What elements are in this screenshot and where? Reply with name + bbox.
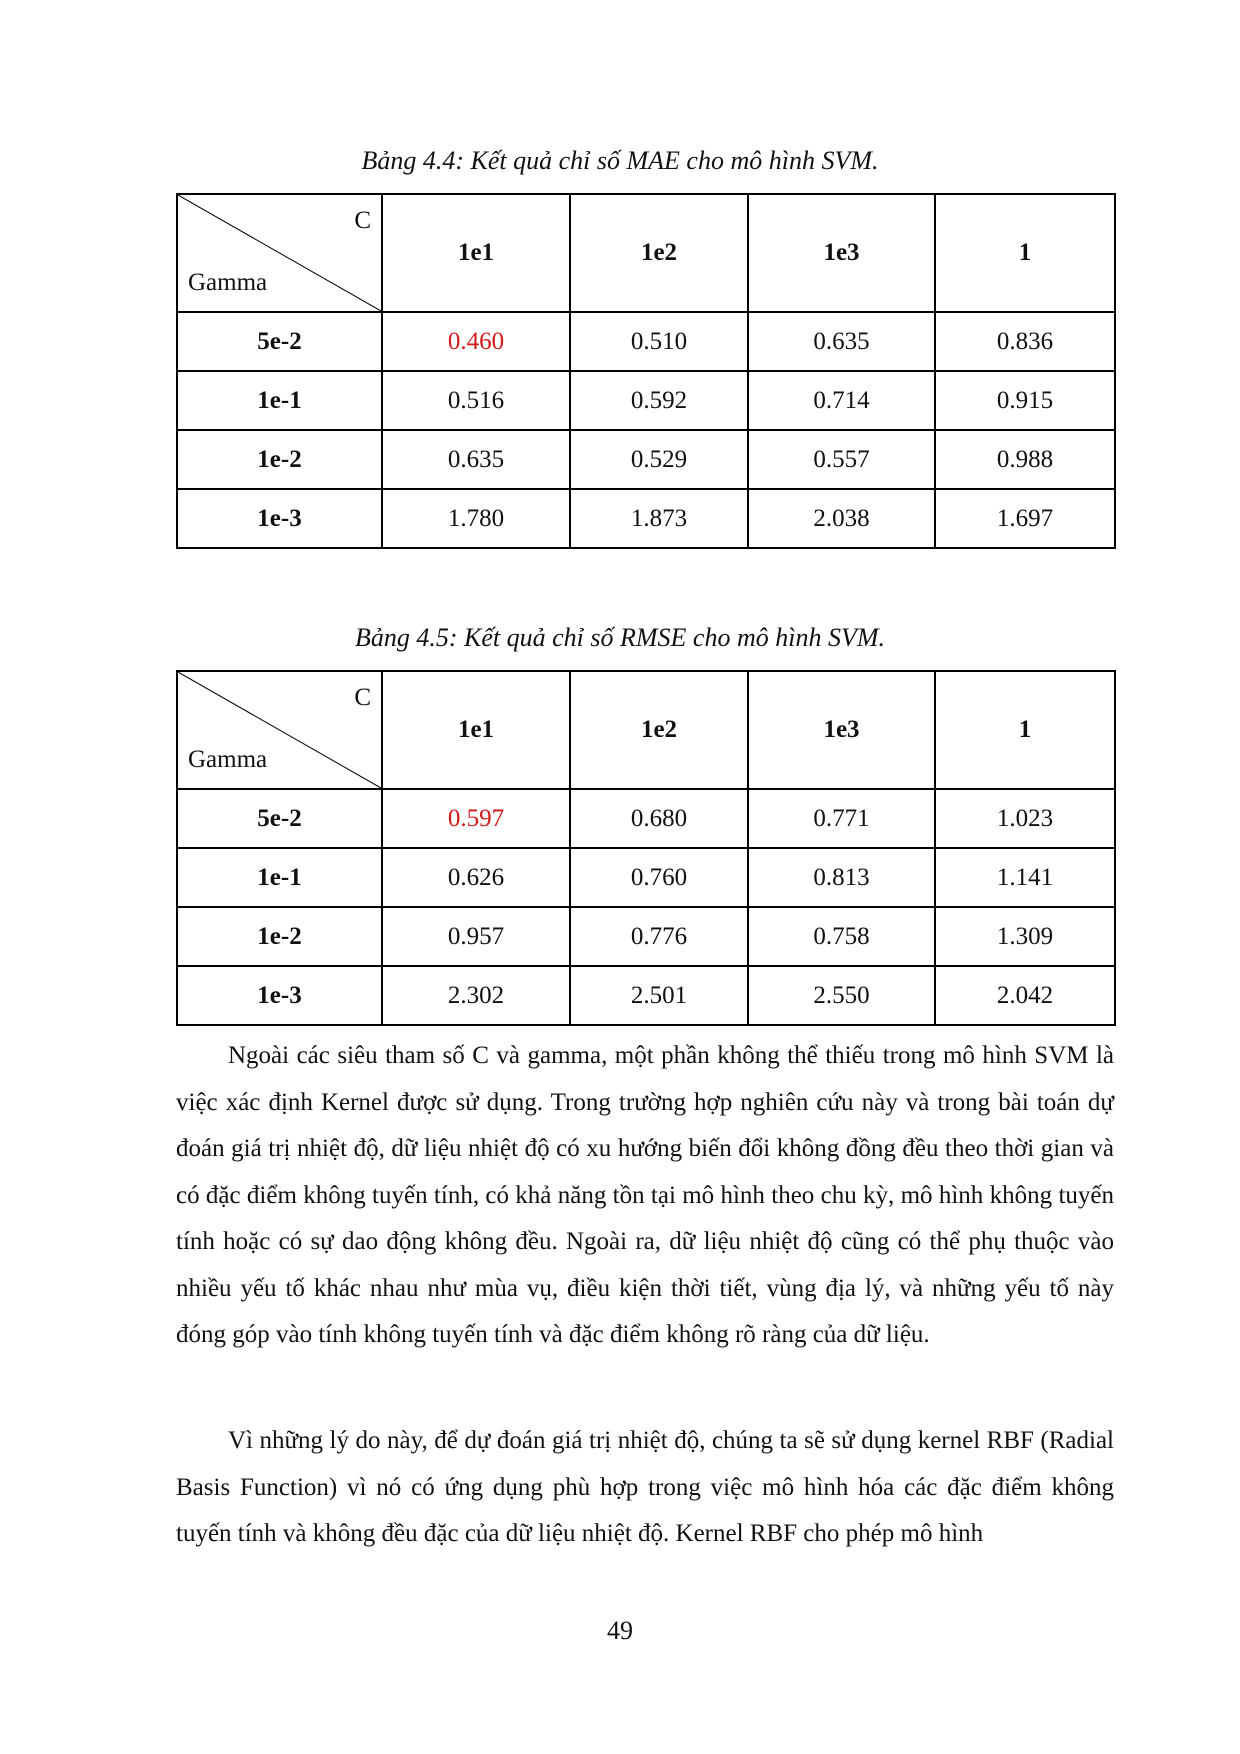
row-header: 1e-1	[177, 371, 382, 430]
table-cell: 1.023	[935, 789, 1115, 848]
table-cell: 0.836	[935, 312, 1115, 371]
table-cell: 0.592	[570, 371, 748, 430]
body-paragraph-rbf: Vì những lý do này, để dự đoán giá trị nhiệt độ, chúng ta sẽ sử dụng kernel RBF (Radial Basis Function) vì nó có ứng dụng phù hợp trong việc mô hình hóa các đặc điểm không tuyến tính và không đều đặc của dữ liệu nhiệt độ. Kernel RBF cho phép mô hình	[176, 1427, 1114, 1547]
table-header-row	[177, 671, 1115, 789]
table-row	[177, 789, 1115, 848]
table-cell: 0.988	[935, 430, 1115, 489]
table-row	[177, 430, 1115, 489]
table-row	[177, 371, 1115, 430]
table-cell-best: 0.460	[382, 312, 570, 371]
table-cell: 2.550	[748, 966, 935, 1025]
table-cell: 0.915	[935, 371, 1115, 430]
corner-cell	[177, 671, 382, 789]
table-cell: 0.635	[748, 312, 935, 371]
table-cell: 0.776	[570, 907, 748, 966]
table-cell: 0.957	[382, 907, 570, 966]
row-header: 1e-3	[177, 489, 382, 548]
row-header: 1e-1	[177, 848, 382, 907]
table-cell: 0.714	[748, 371, 935, 430]
table-4-4-caption: Bảng 4.4: Kết quả chỉ số MAE cho mô hình SVM.	[361, 146, 879, 175]
table-cell: 0.771	[748, 789, 935, 848]
table-header-row	[177, 194, 1115, 312]
table-row	[177, 848, 1115, 907]
table-cell: 2.038	[748, 489, 935, 548]
column-axis-label: C	[354, 684, 371, 711]
mae-table	[176, 193, 1116, 549]
table-cell: 1.780	[382, 489, 570, 548]
row-axis-label: Gamma	[188, 269, 268, 296]
table-cell-best: 0.597	[382, 789, 570, 848]
table-row	[177, 966, 1115, 1025]
row-header: 5e-2	[177, 789, 382, 848]
table-cell: 0.635	[382, 430, 570, 489]
column-header: 1e3	[748, 671, 935, 789]
row-header: 1e-2	[177, 430, 382, 489]
table-cell: 0.813	[748, 848, 935, 907]
table-cell: 2.302	[382, 966, 570, 1025]
column-header: 1e2	[570, 194, 748, 312]
column-header: 1	[935, 671, 1115, 789]
rmse-table	[176, 670, 1116, 1026]
table-cell: 0.626	[382, 848, 570, 907]
column-header: 1e3	[748, 194, 935, 312]
table-cell: 1.873	[570, 489, 748, 548]
row-header: 1e-2	[177, 907, 382, 966]
column-axis-label: C	[354, 207, 371, 234]
table-cell: 0.680	[570, 789, 748, 848]
table-cell: 0.516	[382, 371, 570, 430]
table-cell: 0.760	[570, 848, 748, 907]
column-header: 1e1	[382, 194, 570, 312]
page-number: 49	[607, 1616, 633, 1645]
row-header: 1e-3	[177, 966, 382, 1025]
table-row	[177, 907, 1115, 966]
column-header: 1	[935, 194, 1115, 312]
table-cell: 1.309	[935, 907, 1115, 966]
table-cell: 1.141	[935, 848, 1115, 907]
table-4-5-caption: Bảng 4.5: Kết quả chỉ số RMSE cho mô hình SVM.	[354, 623, 886, 652]
table-cell: 0.758	[748, 907, 935, 966]
table-cell: 0.510	[570, 312, 748, 371]
column-header: 1e1	[382, 671, 570, 789]
table-cell: 0.557	[748, 430, 935, 489]
table-cell: 2.501	[570, 966, 748, 1025]
table-cell: 0.529	[570, 430, 748, 489]
body-paragraph-kernel: Ngoài các siêu tham số C và gamma, một phần không thể thiếu trong mô hình SVM là việc xác định Kernel được sử dụng. Trong trường hợp nghiên cứu này và trong bài toán dự đoán giá trị nhiệt độ, dữ liệu nhiệt độ có xu hướng biến đổi không đồng đều theo thời gian và có đặc điểm không tuyến tính, có khả năng tồn tại mô hình theo chu kỳ, mô hình không tuyến tính hoặc có sự dao động không đều. Ngoài ra, dữ liệu nhiệt độ cũng có thể phụ thuộc vào nhiều yếu tố khác nhau như mùa vụ, điều kiện thời tiết, vùng địa lý, và những yếu tố này đóng góp vào tính không tuyến tính và đặc điểm không rõ ràng của dữ liệu.	[176, 1042, 1114, 1348]
corner-cell	[177, 194, 382, 312]
table-row	[177, 312, 1115, 371]
table-cell: 2.042	[935, 966, 1115, 1025]
table-cell: 1.697	[935, 489, 1115, 548]
row-axis-label: Gamma	[188, 746, 268, 773]
column-header: 1e2	[570, 671, 748, 789]
row-header: 5e-2	[177, 312, 382, 371]
table-row	[177, 489, 1115, 548]
